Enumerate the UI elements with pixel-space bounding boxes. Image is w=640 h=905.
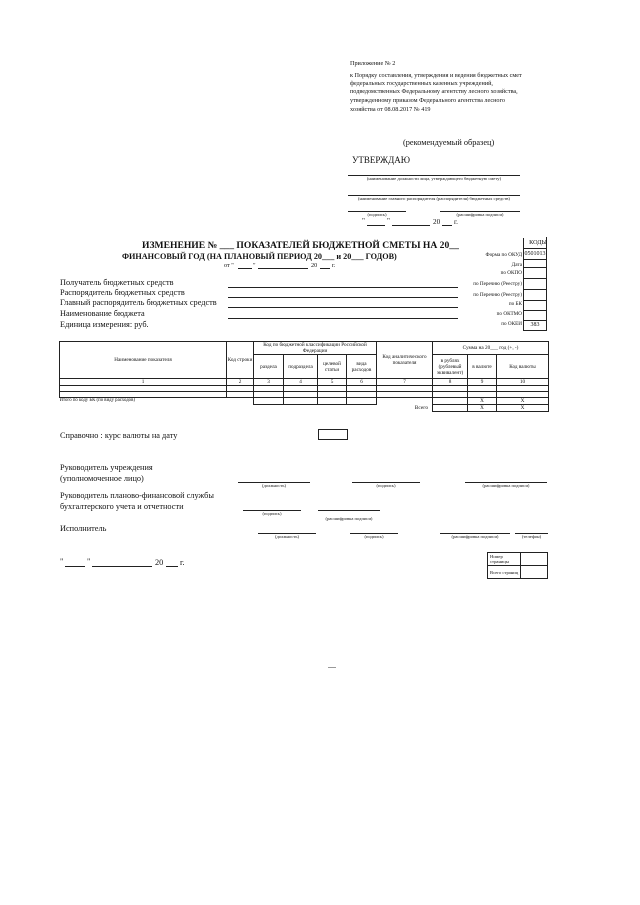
th-section: раздела (254, 355, 284, 379)
doc-year-line (320, 268, 330, 269)
sig-finance-signature-caption: (подпись) (262, 511, 282, 516)
info-recipient: Получатель бюджетных средств (60, 278, 174, 287)
approve-signature-caption: (подпись) (367, 212, 387, 217)
appendix-line-3: подведомственных Федеральному агентству лесного хозяйства, (350, 88, 518, 95)
th-indicator: Наименование показателя (60, 342, 227, 379)
doc-title-line-1: ИЗМЕНЕНИЕ № ___ ПОКАЗАТЕЛЕЙ БЮДЖЕТНОЙ СМЕТЫ НА 20__ (142, 240, 459, 251)
code-register-1 (524, 279, 547, 290)
sig-executor-decryption-caption: (расшифровка подписи) (451, 534, 499, 539)
sig-head-position-caption: (должность) (261, 483, 287, 488)
doc-title-line-2: ФИНАНСОВЫЙ ГОД (НА ПЛАНОВЫЙ ПЕРИОД 20___ и 20___ ГОДОВ) (122, 252, 397, 261)
page-total-cell[interactable] (521, 566, 548, 579)
code-date (524, 259, 547, 268)
num-7: 7 (377, 379, 433, 386)
approve-year-prefix: 20 (433, 218, 441, 226)
sig-head-decryption-caption: (расшифровка подписи) (482, 483, 530, 488)
codes-label-register-2: по Перечню (Реестру) (473, 292, 522, 298)
approve-decryption-caption: (расшифровка подписи) (456, 212, 504, 217)
th-currency-code: Код валюты (497, 355, 549, 379)
code-okpo (524, 268, 547, 279)
codes-label-date: Дата (511, 262, 522, 268)
page-box (487, 552, 548, 579)
codes-label-oktmo: по ОКТМО (496, 311, 522, 317)
codes-label-register-1: по Перечню (Реестру) (473, 281, 522, 287)
approve-manager-caption: (наименование главного распорядителя (распорядителя) бюджетных средств) (358, 196, 510, 201)
info-budget-line (228, 318, 458, 319)
num-4: 4 (284, 379, 318, 386)
appendix-line-2: федеральных государственных казенных учреждений, (350, 80, 493, 87)
doc-day-line (238, 268, 252, 269)
approve-year-line (442, 225, 452, 226)
approve-title: УТВЕРЖДАЮ (352, 155, 411, 165)
bottom-month-line (92, 566, 152, 567)
codes-label-okud: Форма по ОКУД (485, 252, 522, 258)
info-chief-manager-line (228, 307, 458, 308)
approve-position-caption: (наименование должности лица, утверждающего бюджетную смету) (366, 176, 502, 181)
bottom-day-line (65, 566, 85, 567)
currency-reference: Справочно : курс валюты на дату (60, 431, 178, 440)
approve-date-close: " (387, 217, 390, 225)
page-number-label: Номер страницы (488, 553, 521, 566)
info-manager: Распорядитель бюджетных средств (60, 288, 185, 297)
sig-finance-label-1: Руководитель планово-финансовой службы (60, 491, 214, 500)
codes-header-cell (524, 238, 547, 249)
info-unit: Единица измерения: руб. (60, 320, 149, 329)
indicators-table (59, 341, 549, 412)
codes-label-bk: по БК (508, 301, 522, 307)
currency-rate-box[interactable] (318, 429, 348, 440)
num-2: 2 (227, 379, 254, 386)
codes-header: КОДЫ (529, 239, 547, 246)
table-number-row (60, 379, 549, 386)
sig-finance-decryption-line (318, 510, 380, 511)
info-chief-manager: Главный распорядитель бюджетных средств (60, 298, 217, 307)
bottom-date-open: " (60, 557, 64, 566)
th-rubles: в рублях (рублевый эквивалент) (433, 355, 468, 379)
num-1: 1 (60, 379, 227, 386)
th-sum-group: Сумма на 20___ год (+, -) (433, 342, 549, 355)
sig-head-label-1: Руководитель учреждения (60, 463, 153, 472)
total-label: Всего (414, 405, 429, 411)
info-recipient-line (228, 287, 458, 288)
bottom-year-prefix: 20 (155, 558, 164, 567)
doc-year-suffix: г. (332, 262, 336, 269)
total-bk-label: Итого по коду БК (по виду расходов) (59, 398, 135, 404)
code-okud: 0501013 (524, 249, 547, 260)
appendix-line-4: утвержденному приказом Федерального агентства лесного (350, 97, 505, 104)
info-manager-line (228, 297, 458, 298)
sample-note: (рекомендуемый образец) (403, 138, 495, 147)
codes-label-okei: по ОКЕИ (501, 321, 522, 327)
sig-executor-signature-caption: (подпись) (364, 534, 384, 539)
sig-executor-label: Исполнитель (60, 524, 107, 533)
th-currency: в валюте (468, 355, 497, 379)
page-number-cell[interactable] (521, 553, 548, 566)
total-x-9: X (468, 405, 497, 412)
page-total-label: Всего страниц (488, 566, 521, 579)
total-x-10: X (497, 405, 549, 412)
codes-table (523, 237, 547, 331)
scan-mark (328, 667, 336, 668)
th-target: целевой статьи (318, 355, 347, 379)
bottom-year-suffix: г. (180, 558, 185, 567)
info-budget-name: Наименование бюджета (60, 309, 145, 318)
approve-month-line (392, 225, 430, 226)
num-3: 3 (254, 379, 284, 386)
th-bk-group: Код по бюджетной классификации Российской Федерации (254, 342, 377, 355)
num-10: 10 (497, 379, 549, 386)
th-expense-type: вида расходов (347, 355, 377, 379)
total-bk-x-9: X (468, 398, 497, 405)
approve-date-open: " (362, 217, 365, 225)
sig-finance-decryption-caption: (расшифровка подписи) (325, 516, 373, 521)
sig-finance-label-2: бухгалтерского учета и отчетности (60, 502, 184, 511)
num-6: 6 (347, 379, 377, 386)
th-subsection: подраздела (284, 355, 318, 379)
appendix-title: Приложение № 2 (350, 60, 396, 67)
approve-day-line (367, 225, 385, 226)
table-total-bk-row (60, 398, 549, 405)
num-8: 8 (433, 379, 468, 386)
appendix-line-1: к Порядку составления, утверждения и ведения бюджетных смет (350, 72, 522, 79)
approve-year-suffix: г. (454, 218, 458, 226)
th-analytic: Код аналитического показателя (377, 342, 433, 379)
bottom-date-close: " (87, 557, 91, 566)
sig-executor-phone-caption: (телефон) (521, 534, 542, 539)
sig-executor-position-caption: (должность) (274, 534, 300, 539)
bottom-year-line (166, 566, 178, 567)
sig-head-signature-caption: (подпись) (376, 483, 396, 488)
table-total-row (60, 405, 549, 412)
code-okei: 383 (524, 320, 547, 330)
th-line-code: Код строки (227, 342, 254, 379)
codes-label-okpo: по ОКПО (500, 270, 522, 276)
doc-year-prefix: 20 (311, 262, 318, 269)
code-register-2 (524, 290, 547, 301)
num-5: 5 (318, 379, 347, 386)
appendix-line-5: хозяйства от 08.08.2017 № 419 (350, 106, 431, 113)
doc-date-mid: " (253, 262, 256, 269)
doc-date-prefix: от " (224, 262, 234, 269)
num-9: 9 (468, 379, 497, 386)
code-bk (524, 301, 547, 311)
code-oktmo (524, 310, 547, 320)
total-bk-x-10: X (497, 398, 549, 405)
doc-month-line (258, 268, 308, 269)
sig-head-label-2: (уполномоченное лицо) (60, 474, 144, 483)
